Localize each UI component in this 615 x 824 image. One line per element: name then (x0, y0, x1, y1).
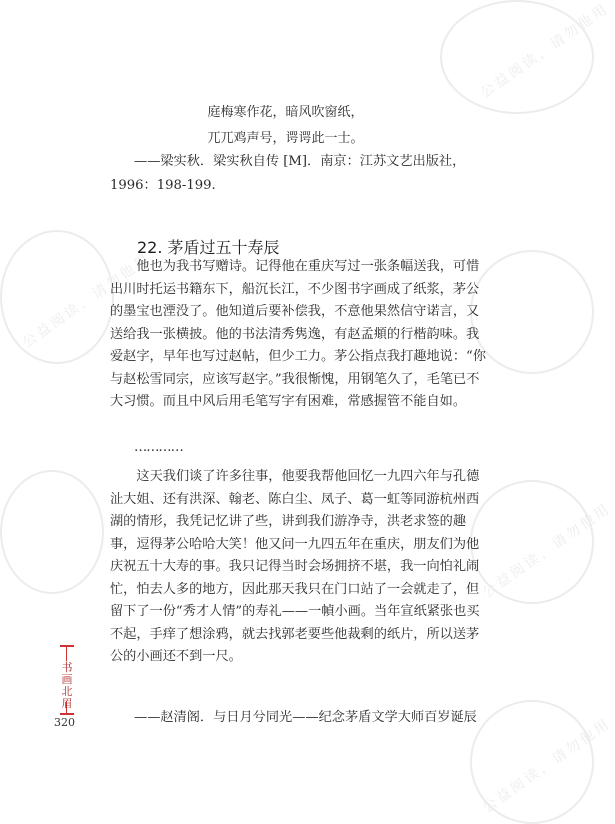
watermark-text: 公益阅读，请勿他用 (479, 715, 615, 817)
poem-line: 庭梅寒作花，暗风吹窗纸， (207, 105, 364, 120)
page-number: 320 (54, 716, 75, 729)
citation-source: ——赵清阁．与日月兮同光——纪念茅盾文学大师百岁诞辰 (134, 710, 477, 725)
watermark-ring (0, 470, 104, 594)
body-paragraph: 他也为我书写赠诗。记得他在重庆写过一张条幅送我，可惜出川时托运书籍东下，船沉长江，不少图书字画成了纸浆，茅公的墨宝也湮没了。他知道后要补偿我，不意他果然信守诺言，又送给我一张横披。他的书法清秀隽逸，有赵孟頫的行楷韵味。我爱赵字，早年也写过赵帖，但少工力。茅公指点我打趣地说：“你与赵松雪同宗，应该写赵字。”我很惭愧，用钢笔久了，毛笔已不大习惯。而且中风后用毛笔写字有困难，常感握管不能自如。 (110, 259, 486, 409)
watermark-text: 公益阅读，请勿他用 (479, 500, 615, 602)
watermark-text: 公益阅读，请勿他用 (19, 250, 155, 352)
citation-line: ——梁实秋．梁实秋自传 [M]．南京：江苏文艺出版社， (134, 154, 466, 169)
body-paragraph: 这天我们谈了许多往事，他要我帮他回忆一九四六年与孔德沚大姐、还有洪深、翰老、陈白尘、凤子、葛一虹等同游杭州西湖的情形，我凭记忆讲了些，讲到我们游净寺，洪老求签的趣事，逗得茅公哈哈大笑！他又问一九四五年在重庆，朋友们为他庆祝五十大寿的事。我只记得当时会场拥挤不堪，我一向怕礼闹忙，怕去人多的地方，因此那天我只在门口站了一会就走了，但留下了一份“秀才人情”的寿礼——一幀小画。当年宣纸紧张也买不起，手痒了想涂鸦，就去找郭老要些他裁剩的纸片，所以送茅公的小画还不到一尺。 (110, 469, 480, 664)
ellipsis: ………… (134, 440, 183, 455)
watermark-ring (470, 250, 594, 374)
section-title: 22. 茅盾过五十寿辰 (137, 238, 280, 257)
watermark-text: 公益阅读，请勿他用 (477, 0, 613, 102)
poem-line: 兀兀鸡声号，谔谔此一士。 (207, 131, 364, 146)
citation-line: 1996：198-199. (110, 178, 216, 193)
side-label: 书画北眉 (61, 661, 73, 710)
